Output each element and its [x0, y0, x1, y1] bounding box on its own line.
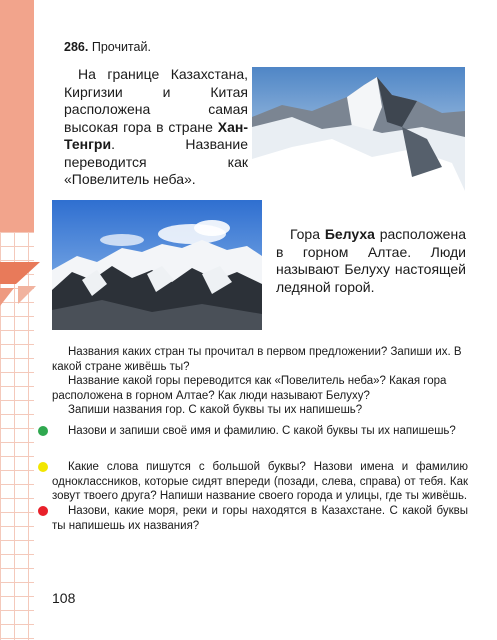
exercise-number: 286.: [64, 40, 89, 54]
task-green: [52, 424, 468, 439]
mountain-name: Белуха: [324, 226, 375, 242]
questions-block: [52, 345, 468, 418]
paragraph-text: Гора: [290, 226, 325, 242]
green-level-dot-icon: [38, 426, 48, 436]
question-line: Запиши названия гор. С какой буквы ты их напишешь?: [68, 404, 363, 417]
page-number: 108: [52, 590, 76, 606]
red-level-dot-icon: [38, 506, 48, 516]
paragraph-text: На границе Казахстана, Киргизии и Китая расположена самая высокая гора в стране: [64, 66, 248, 135]
belukha-mountain-photo: [52, 200, 262, 330]
paragraph-belukha: [276, 226, 466, 296]
task-yellow: [52, 460, 468, 504]
paragraph-text: расположена в горном Алтае. Люди называют Белуху настоящей ледяной горой.: [276, 226, 466, 295]
paragraph-text: . Название переводится как «Повелитель неба».: [64, 136, 248, 187]
task-text: Назови и запиши своё имя и фамилию. С какой буквы ты их напишешь?: [68, 425, 456, 437]
khan-tengri-mountain-photo: [252, 67, 465, 191]
exercise-header: [64, 40, 151, 54]
yellow-level-dot-icon: [38, 462, 48, 472]
exercise-instruction: Прочитай.: [91, 40, 151, 54]
mountain-name: Хан-Тенгри: [64, 118, 248, 152]
task-red: [52, 504, 468, 533]
question-line: Названия каких стран ты прочитал в первом предложении? Запиши их. В какой стране живёшь ты?: [52, 346, 462, 373]
paragraph-khan-tengri: [64, 66, 248, 189]
task-text: Назови, какие моря, реки и горы находятся в Казахстане. С какой буквы ты напишешь их названия?: [52, 505, 468, 532]
question-line: Название какой горы переводится как «Повелитель неба»? Какая гора расположена в горном Алтае? Как люди называют Белуху?: [52, 375, 447, 402]
decorative-triangle-shape: [0, 262, 40, 322]
task-text: Какие слова пишутся с большой буквы? Назови имена и фамилию одноклассников, которые сидят впереди (позади, слева, справа) от тебя. Как зовут твоего друга? Напиши название своего города и улицы, где ты живёшь.: [52, 461, 468, 503]
